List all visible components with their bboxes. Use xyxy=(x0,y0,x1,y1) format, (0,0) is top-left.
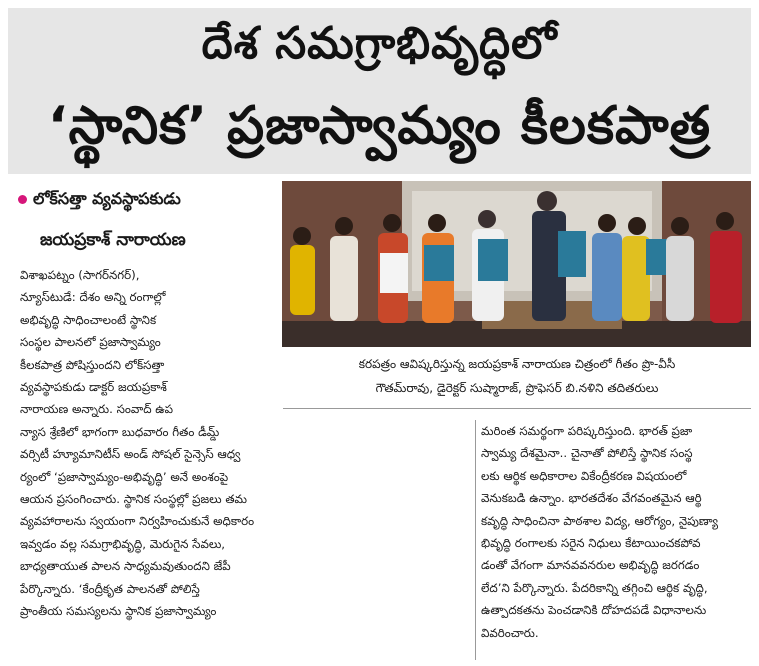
body-line: వివరించారు. xyxy=(481,625,539,640)
body-line: పేర్కొన్నారు. ‘కేంద్రీకృత పాలనతో పోలిస్తే xyxy=(20,581,200,596)
kicker xyxy=(18,189,181,212)
body-line: కీలకపాత్ర పోషిస్తుందని లోక్‌సత్తా xyxy=(20,357,165,372)
body-line: బాధ్యతాయుత పాలన సాధ్యమవుతుందని జేపీ xyxy=(20,559,231,574)
event-photo xyxy=(282,181,751,347)
body-line: వ్యవస్థాపకుడు డాక్టర్ జయప్రకాశ్ xyxy=(20,380,167,395)
body-line: ఉత్పాదకతను పెంచడానికి దోహదపడే విధానాలను xyxy=(481,603,707,618)
body-line: నారాయణ అన్నారు. సంవాద్ ఉప xyxy=(20,402,174,417)
body-line: న్యాస శ్రేణిలో భాగంగా బుధవారం గీతం డీమ్డ్ xyxy=(20,424,220,439)
caption-line: కరపత్రం ఆవిష్కరిస్తున్న జయప్రకాశ్ నారాయణ చిత్రంలో గీతం ప్రొ-వీసీ xyxy=(358,357,676,371)
body-line: ర్యంలో ‘ప్రజాస్వామ్యం-అభివృద్ధి’ అనే అంశంపై xyxy=(20,469,229,484)
headline-line-1: దేశ సమగ్రాభివృద్ధిలో xyxy=(201,18,558,69)
headline-box xyxy=(8,8,751,174)
bullet-dot xyxy=(18,195,27,204)
body-line: ఆయన ప్రసంగించారు. స్థానిక సంస్థల్లో ప్రజలు తమ xyxy=(20,492,247,507)
body-line: వ్యవహారాలను స్వయంగా నిర్వహించుకునే అధికారం xyxy=(20,514,255,529)
body-line: ప్రాంతీయ సమస్యలను స్థానిక ప్రజాస్వామ్యం xyxy=(20,604,217,619)
body-line: మరింత సమర్థంగా పరిష్కరిస్తుంది. భారత్ ప్రజా xyxy=(481,424,693,438)
body-line: వర్సిటీ హ్యూమానిటీస్ అండ్ సోషల్ సైన్సెస్ ఆధ్వ xyxy=(20,447,241,462)
caption-line: గౌతమ్‌రావు, డైరెక్టర్ సుష్మారాజ్, ప్రొఫెసర్ బి.నళిని తదితరులు xyxy=(375,381,659,395)
body-line: భివృద్ధి రంగాలకు సరైన నిధులు కేటాయించకపోవ xyxy=(481,536,701,551)
event-photo-illustration xyxy=(282,181,751,347)
photo-caption xyxy=(283,352,751,400)
headline-line-2: ‘స్థానిక’ ప్రజాస్వామ్యం కీలకపాత్ర xyxy=(47,96,712,156)
body-line: విశాఖపట్నం (సాగర్‌నగర్), xyxy=(20,268,140,282)
body-line: కవృద్ధి సాధించినా పాఠశాల విద్య, ఆరోగ్యం, నైపుణ్యా xyxy=(481,513,719,528)
body-line: ఇవ్వడం వల్ల సమగ్రాభివృద్ధి, మెరుగైన సేవలు, xyxy=(20,536,226,551)
body-line: అభివృద్ధి సాధించాలంటే స్థానిక xyxy=(20,312,157,327)
body-column-2 xyxy=(481,420,749,644)
column-divider xyxy=(475,420,476,660)
caption-divider xyxy=(283,408,751,409)
body-line: వెనుకబడి ఉన్నాం. భారతదేశం వేగవంతమైన ఆర్థి xyxy=(481,491,702,506)
byline: జయప్రకాశ్ నారాయణ xyxy=(40,230,186,250)
body-line: సంస్థల పాలనలో ప్రజాస్వామ్యం xyxy=(20,335,161,350)
body-line: డంతో వేగంగా మానవవనరుల అభివృద్ధి జరగడం xyxy=(481,558,700,573)
body-column-1 xyxy=(20,264,274,623)
kicker-text: లోక్‌సత్తా వ్యవస్థాపకుడు xyxy=(33,189,181,208)
body-line: న్యూస్‌టుడే: దేశం అన్ని రంగాల్లో xyxy=(20,290,166,305)
body-line: లకు ఆర్థిక అధికారాల వికేంద్రీకరణ విషయంలో xyxy=(481,468,687,483)
body-line: స్వామ్య దేశమైనా.. చైనాతో పోలిస్తే స్థానిక సంస్థ xyxy=(481,446,693,461)
body-line: లేద’ని పేర్కొన్నారు. పేదరికాన్ని తగ్గించి ఆర్థిక వృద్ధి, xyxy=(481,580,708,595)
